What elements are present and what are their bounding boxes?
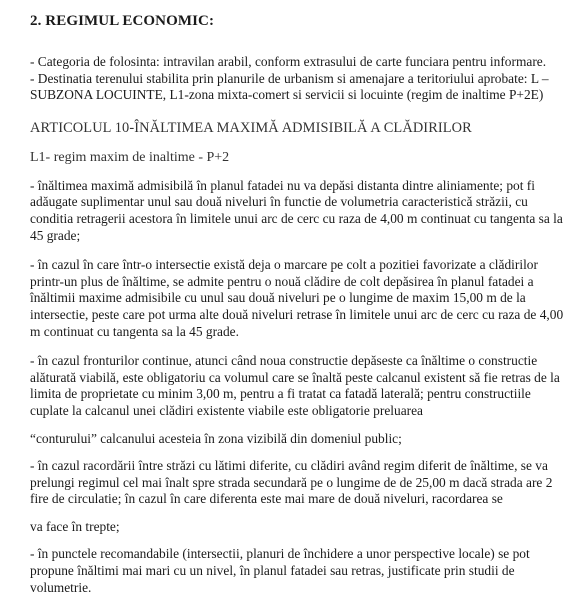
paragraph-street-junction: - în cazul racordării între străzi cu lătimi diferite, cu clădiri având regim diferit de înăltime, se va prelungi regimul cel mai înalt spre strada secundară pe o lungime de de 25,00 m dacă strada are 2 fire de circulatie; în cazul în care diferenta este mai mare de două niveluri, racordarea se [30,458,553,507]
article-title: ARTICOLUL 10-ÎNĂLTIMEA MAXIMĂ ADMISIBILĂ A CLĂDIRILOR [30,119,472,136]
l1-regime: L1- regim maxim de inaltime - P+2 [30,149,230,165]
paragraph-firewall-contour: “conturului” calcanului acesteia în zona vizibilă din domeniul public; [30,430,402,446]
intro-list [30,54,571,104]
paragraph-steps: va face în trepte; [30,518,120,534]
paragraph-continuous-fronts: - în cazul fronturilor continue, atunci când noua constructie depăseste ca înăltime o constructie alăturată viabilă, este obligatoriu ca volumul care se înaltă peste calcanul existent să fie retras de la limita de proprietate cu minim 3,00 m, pentru a fi tratat ca fatadă laterală; pentru constructiile cuplate la calcanul unei clădiri existente viabile este obligatorie preluarea [30,353,560,418]
paragraph-corner-building: - în cazul în care într-o intersectie există deja o marcare pe colt a pozitiei favorizate a clădirilor printr-un plus de înăltime, se admite pentru o nouă clădire de colt depăsirea în planul fatadei a înăltimii maxime admisibile cu unul sau două niveluri pe o lungime de maxim 15,00 m de la intersectie, peste care pot urma alte două niveluri retrase în limitele unui arc de cerc cu raza de 4,00 m continuat cu tangenta sa la 45 grade. [30,257,564,339]
section-heading: 2. REGIMUL ECONOMIC: [30,13,215,29]
paragraph-recommended-points: - în punctele recomandabile (intersectii, planuri de închidere a unor perspective locale) se pot propune înăltimi mai mari cu un nivel, în planul fatadei sau retras, justificate prin studii de volumetrie. [30,546,530,595]
intro-item-destination: - Destinatia terenului stabilita prin planurile de urbanism si amenajare a teritoriului aprobate: L – SUBZONA LOCUINTE, L1-zona mixta-comert si servicii si locuinte (regim de inaltime P+2E) [30,70,549,103]
intro-item-land-use: - Categoria de folosinta: intravilan arabil, conform extrasului de carte funciara pentru informare. [30,54,547,69]
paragraph-max-height: - înăltimea maximă admisibilă în planul fatadei nu va depăsi distanta dintre aliniamente; pot fi adăugate suplimentar unul sau două niveluri în functie de volumetria caracteristică străzii, cu conditia retragerii acestora în limitele unui arc de cerc cu raza de 4,00 m continuat cu tangenta sa la 45 grade; [30,177,563,243]
